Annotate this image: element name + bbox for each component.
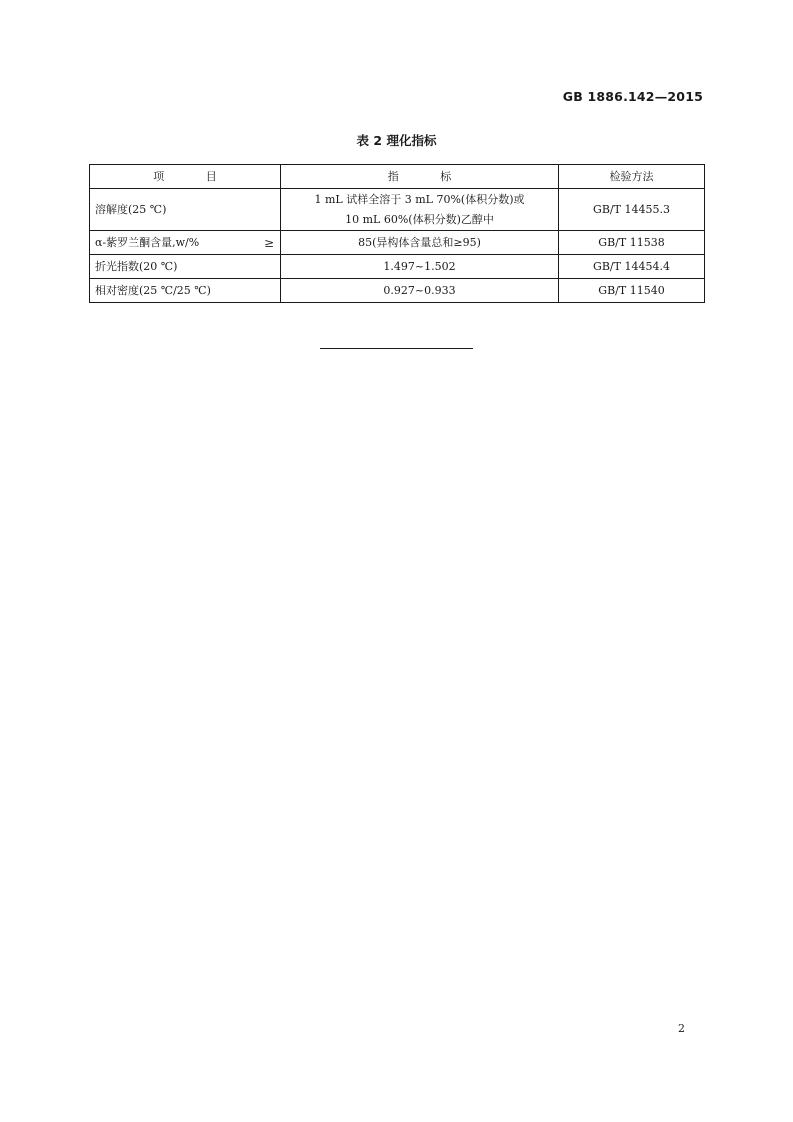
row-method-cell [559, 189, 705, 231]
table-row-solubility [90, 189, 705, 231]
column-header-item: 项 目 [90, 165, 281, 189]
standard-number: GB 1886.142—2015 [562, 89, 703, 104]
row-value-label: 0.927~0.933 [383, 283, 456, 297]
row-method-label: GB/T 11540 [598, 283, 665, 297]
row-item-label: 溶解度(25 ℃) [95, 202, 167, 216]
row-method-cell [559, 279, 705, 303]
table-row-content [90, 231, 705, 255]
row-value-label: 1.497~1.502 [383, 259, 456, 273]
row-item-label: 折光指数(20 ℃) [95, 259, 178, 273]
row-method-label: GB/T 11538 [598, 235, 665, 249]
row-item-cell [90, 231, 281, 255]
row-method-label: GB/T 14455.3 [593, 202, 670, 216]
row-value-cell [281, 279, 559, 303]
row-method-cell [559, 255, 705, 279]
table-header-row [90, 165, 705, 189]
table-row-refractive-index [90, 255, 705, 279]
table-caption: 表 2 理化指标 [356, 133, 437, 148]
row-method-cell [559, 231, 705, 255]
row-value-cell [281, 231, 559, 255]
row-item-cell [90, 255, 281, 279]
row-method-label: GB/T 14454.4 [593, 259, 670, 273]
greater-equal-symbol: ≥ [263, 235, 274, 250]
row-item-cell [90, 279, 281, 303]
row-item-cell [90, 189, 281, 231]
end-of-standard-line [320, 348, 473, 349]
row-value-cell [281, 255, 559, 279]
page-number: 2 [678, 1022, 685, 1035]
row-item-label: 相对密度(25 ℃/25 ℃) [95, 283, 211, 297]
column-header-method: 检验方法 [559, 165, 705, 189]
row-value-line: 10 mL 60%(体积分数)乙醇中 [345, 212, 494, 226]
row-item-label: α-紫罗兰酮含量,w/% [95, 235, 200, 249]
table-row-relative-density [90, 279, 705, 303]
column-header-spec: 指 标 [281, 165, 559, 189]
physicochemical-spec-table [89, 164, 705, 303]
row-value-cell [281, 189, 559, 231]
row-value-label: 85(异构体含量总和≥95) [358, 235, 481, 249]
row-value-line: 1 mL 试样全溶于 3 mL 70%(体积分数)或 [314, 192, 525, 206]
